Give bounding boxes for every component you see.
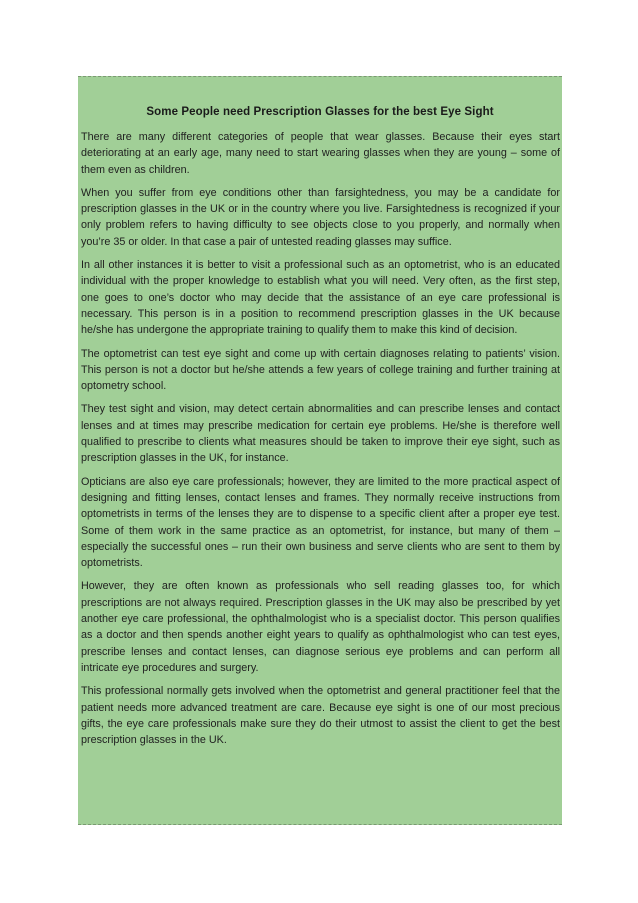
paragraph: There are many different categories of people that wear glasses. Because their eyes start deteriorating at an early age, many need to start wearing glasses when they are young – some of them even as children. [81, 131, 560, 176]
paragraph: The optometrist can test eye sight and come up with certain diagnoses relating to patients’ vision. This person is not a doctor but he/she attends a few years of college training and further training at optometry school. [81, 347, 560, 393]
paragraph: Opticians are also eye care professionals; however, they are limited to the more practical aspect of designing and fitting lenses, contact lenses and frames. They normally receive instructions from optometrists in terms of the lenses they are to dispense to a specific client after a proper eye test. Some of them work in the same practice as an optometrist, for instance, but many of them – especially the successful ones – run their own business and serve clients who are sent to them by optometrists. [81, 475, 560, 570]
paragraph: In all other instances it is better to visit a professional such as an optometrist, who is an educated individual with the proper knowledge to establish what you will need. Very often, as the first step, one goes to one’s doctor who may decide that the assistance of an eye care professional is necessary. This person is in a position to recommend prescription glasses in the UK because he/she has undergone the appropriate training to qualify them to make this kind of decision. [81, 259, 560, 337]
paragraph: They test sight and vision, may detect certain abnormalities and can prescribe lenses and contact lenses and at times may prescribe medication for certain eye problems. He/she is therefore well qualified to prescribe to clients what measures should be taken to improve their eye sight, such as prescription glasses in the UK, for instance. [81, 403, 560, 465]
document-body [78, 129, 562, 748]
document-title: Some People need Prescription Glasses for the best Eye Sight [146, 106, 494, 118]
paragraph: This professional normally gets involved when the optometrist and general practitioner feel that the patient needs more advanced treatment are care. Because eye sight is one of our most precious gifts, the eye care professionals make sure they do their utmost to assist the client to get the best prescription glasses in the UK. [81, 685, 560, 747]
document-panel [78, 76, 562, 825]
paragraph: However, they are often known as professionals who sell reading glasses too, for which prescriptions are not always required. Prescription glasses in the UK may also be prescribed by yet another eye care professional, the ophthalmologist who is a specialist doctor. This person qualifies as a doctor and then spends another eight years to qualify as ophthalmologist who can test eyes, prescribe lenses and contact lenses, can diagnose serious eye problems and can perform all intricate eye procedures and surgery. [81, 580, 560, 674]
paragraph: When you suffer from eye conditions other than farsightedness, you may be a candidate for prescription glasses in the UK or in the country where you live. Farsightedness is recognized if your only problem refers to having difficulty to see objects close to you properly, and normally when you’re 35 or older. In that case a pair of untested reading glasses may suffice. [81, 186, 560, 248]
